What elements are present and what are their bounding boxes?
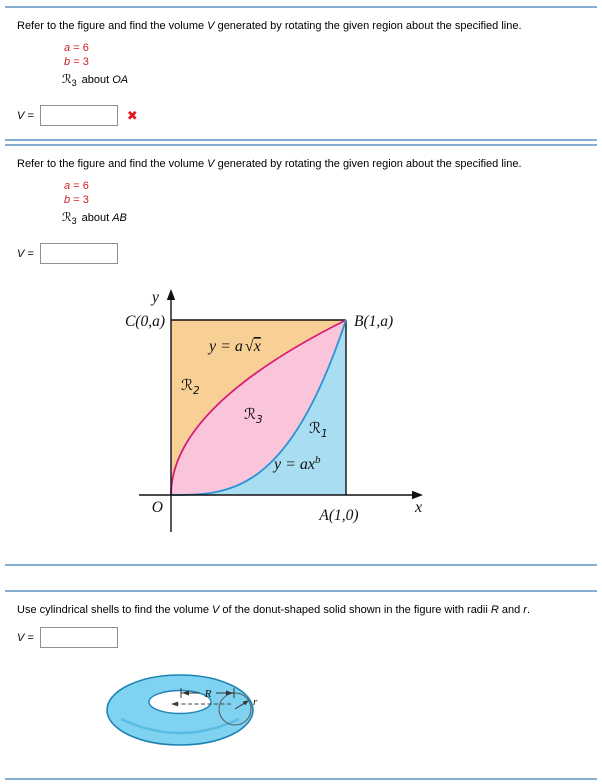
- q2-given-b: [64, 193, 585, 207]
- q1-region-spec: [62, 72, 585, 91]
- region-r3-label: ℛ$_3$: [244, 405, 263, 427]
- region-figure-container: [101, 280, 585, 547]
- region-subscript: 3: [71, 78, 77, 89]
- var-a: a: [64, 42, 71, 54]
- bottom-curve-equation: $y = ax^b$: [274, 454, 321, 474]
- top-curve-equation: y = a √x: [209, 338, 261, 356]
- q1-prompt-post: generated by rotating the given region about the specified line.: [214, 20, 522, 32]
- y-axis-label: y: [151, 289, 159, 307]
- q2-given-a: [64, 179, 585, 193]
- point-c-label: C(0,a): [124, 313, 165, 331]
- q1-given-b: [64, 55, 585, 69]
- q3-prompt-mid1: of the donut-shaped solid shown in the figure with radii: [219, 604, 491, 617]
- question-3: [5, 590, 597, 780]
- x-axis-arrow-icon: [412, 491, 423, 499]
- region-r1-label: ℛ$_1$: [309, 419, 328, 441]
- x-axis-label: x: [415, 499, 423, 517]
- torus-figure-container: [105, 660, 585, 763]
- q2-answer-input[interactable]: [40, 243, 118, 264]
- torus-figure: [105, 660, 340, 758]
- q2-prompt-var: V: [207, 158, 215, 171]
- point-b-label: B(1,a): [354, 313, 394, 331]
- about-word: about: [81, 74, 110, 86]
- value-a: 6: [82, 42, 89, 54]
- q3-answer-input[interactable]: [40, 627, 118, 648]
- region-subscript: 3: [71, 216, 77, 227]
- script-r-symbol: ℛ: [62, 72, 72, 86]
- q2-prompt-pre: Refer to the figure and find the volume: [17, 158, 208, 171]
- equals-sign: =: [73, 194, 80, 207]
- equals-sign: =: [73, 56, 80, 68]
- q1-prompt-pre: Refer to the figure and find the volume: [17, 20, 208, 32]
- value-a: 6: [82, 180, 89, 193]
- q1-prompt-var: V: [207, 20, 215, 32]
- q2-region-spec: [62, 210, 585, 229]
- q2-answer-label: V =: [17, 247, 34, 260]
- q3-prompt-mid2: and: [498, 604, 524, 617]
- point-a-label: A(1,0): [319, 507, 359, 525]
- question-1: [5, 6, 597, 141]
- var-b: b: [64, 194, 71, 207]
- question-2: [5, 144, 597, 566]
- value-b: 3: [82, 194, 89, 207]
- q2-prompt: [17, 157, 585, 172]
- region-figure: [101, 280, 433, 542]
- q3-answer-label: V =: [17, 631, 34, 644]
- equals-sign: =: [73, 180, 80, 193]
- origin-label: O: [151, 499, 163, 517]
- q3-prompt-var-R: R: [490, 604, 499, 617]
- radius-R-label: R: [204, 688, 212, 701]
- incorrect-mark-icon: ✖: [126, 108, 138, 124]
- rotation-line: AB: [112, 212, 127, 225]
- q3-prompt: [17, 603, 585, 618]
- q1-given-a: [64, 41, 585, 55]
- q1-answer-label: V =: [17, 109, 34, 122]
- q3-prompt-post: .: [526, 604, 531, 617]
- torus-hole: [149, 691, 211, 714]
- value-b: 3: [82, 56, 89, 68]
- q1-answer-input[interactable]: [40, 105, 118, 126]
- region-r2-label: ℛ$_2$: [181, 376, 200, 398]
- var-a: a: [64, 180, 71, 193]
- radius-r-label: r: [253, 696, 258, 709]
- var-b: b: [64, 56, 71, 68]
- q2-answer-row: [17, 243, 585, 264]
- q3-prompt-var-r: r: [523, 604, 527, 617]
- equals-sign: =: [73, 42, 80, 54]
- y-axis-arrow-icon: [167, 289, 175, 300]
- rotation-line: OA: [112, 74, 129, 86]
- q3-prompt-pre: Use cylindrical shells to find the volume: [17, 604, 213, 617]
- q3-prompt-var-v: V: [212, 604, 220, 617]
- q1-prompt: [17, 19, 585, 34]
- q2-prompt-post: generated by rotating the given region about the specified line.: [214, 158, 522, 171]
- q2-given-values: [64, 179, 585, 207]
- q1-answer-row: [17, 105, 585, 126]
- q1-given-values: [64, 41, 585, 69]
- q3-answer-row: [17, 627, 585, 648]
- script-r-symbol: ℛ: [62, 210, 72, 225]
- about-word: about: [81, 212, 110, 225]
